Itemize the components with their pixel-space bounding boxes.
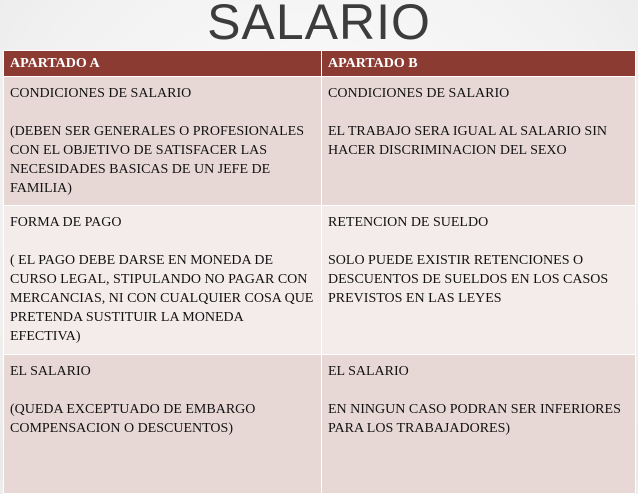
table-cell-a bbox=[4, 355, 322, 494]
table-cell-a bbox=[4, 77, 322, 206]
salary-comparison-table bbox=[3, 50, 636, 494]
table-cell-b bbox=[322, 355, 636, 494]
cell-label: RETENCION DE SUELDO bbox=[328, 215, 489, 230]
table-header-row bbox=[4, 51, 636, 77]
cell-label: CONDICIONES DE SALARIO bbox=[328, 86, 510, 101]
table-row bbox=[4, 355, 636, 494]
header-apartado-b: APARTADO B bbox=[322, 51, 636, 77]
table-cell-b bbox=[322, 206, 636, 355]
table-row bbox=[4, 206, 636, 355]
cell-text: (QUEDA EXCEPTUADO DE EMBARGO COMPENSACION O DESCUENTOS) bbox=[10, 402, 256, 436]
table-row bbox=[4, 77, 636, 206]
cell-label: FORMA DE PAGO bbox=[10, 215, 122, 230]
cell-text: SOLO PUEDE EXISTIR RETENCIONES O DESCUENTOS DE SUELDOS EN LOS CASOS PREVISTOS EN LAS LEYES bbox=[328, 253, 609, 306]
cell-text: EN NINGUN CASO PODRAN SER INFERIORES PARA LOS TRABAJADORES) bbox=[328, 402, 621, 436]
cell-label: EL SALARIO bbox=[328, 364, 409, 379]
cell-text: ( EL PAGO DEBE DARSE EN MONEDA DE CURSO LEGAL, STIPULANDO NO PAGAR CON MERCANCIAS, NI CON CUALQUIER COSA QUE PRETENDA SUSTITUIR LA MONEDA EFECTIVA) bbox=[10, 253, 314, 344]
cell-label: CONDICIONES DE SALARIO bbox=[10, 86, 192, 101]
page-title: SALARIO bbox=[207, 0, 431, 50]
header-apartado-a: APARTADO A bbox=[4, 51, 322, 77]
cell-text: (DEBEN SER GENERALES O PROFESIONALES CON EL OBJETIVO DE SATISFACER LAS NECESIDADES BASICAS DE UN JEFE DE FAMILIA) bbox=[10, 124, 305, 196]
table-cell-a bbox=[4, 206, 322, 355]
cell-label: EL SALARIO bbox=[10, 364, 91, 379]
table-cell-b bbox=[322, 77, 636, 206]
cell-text: EL TRABAJO SERA IGUAL AL SALARIO SIN HACER DISCRIMINACION DEL SEXO bbox=[328, 124, 607, 158]
